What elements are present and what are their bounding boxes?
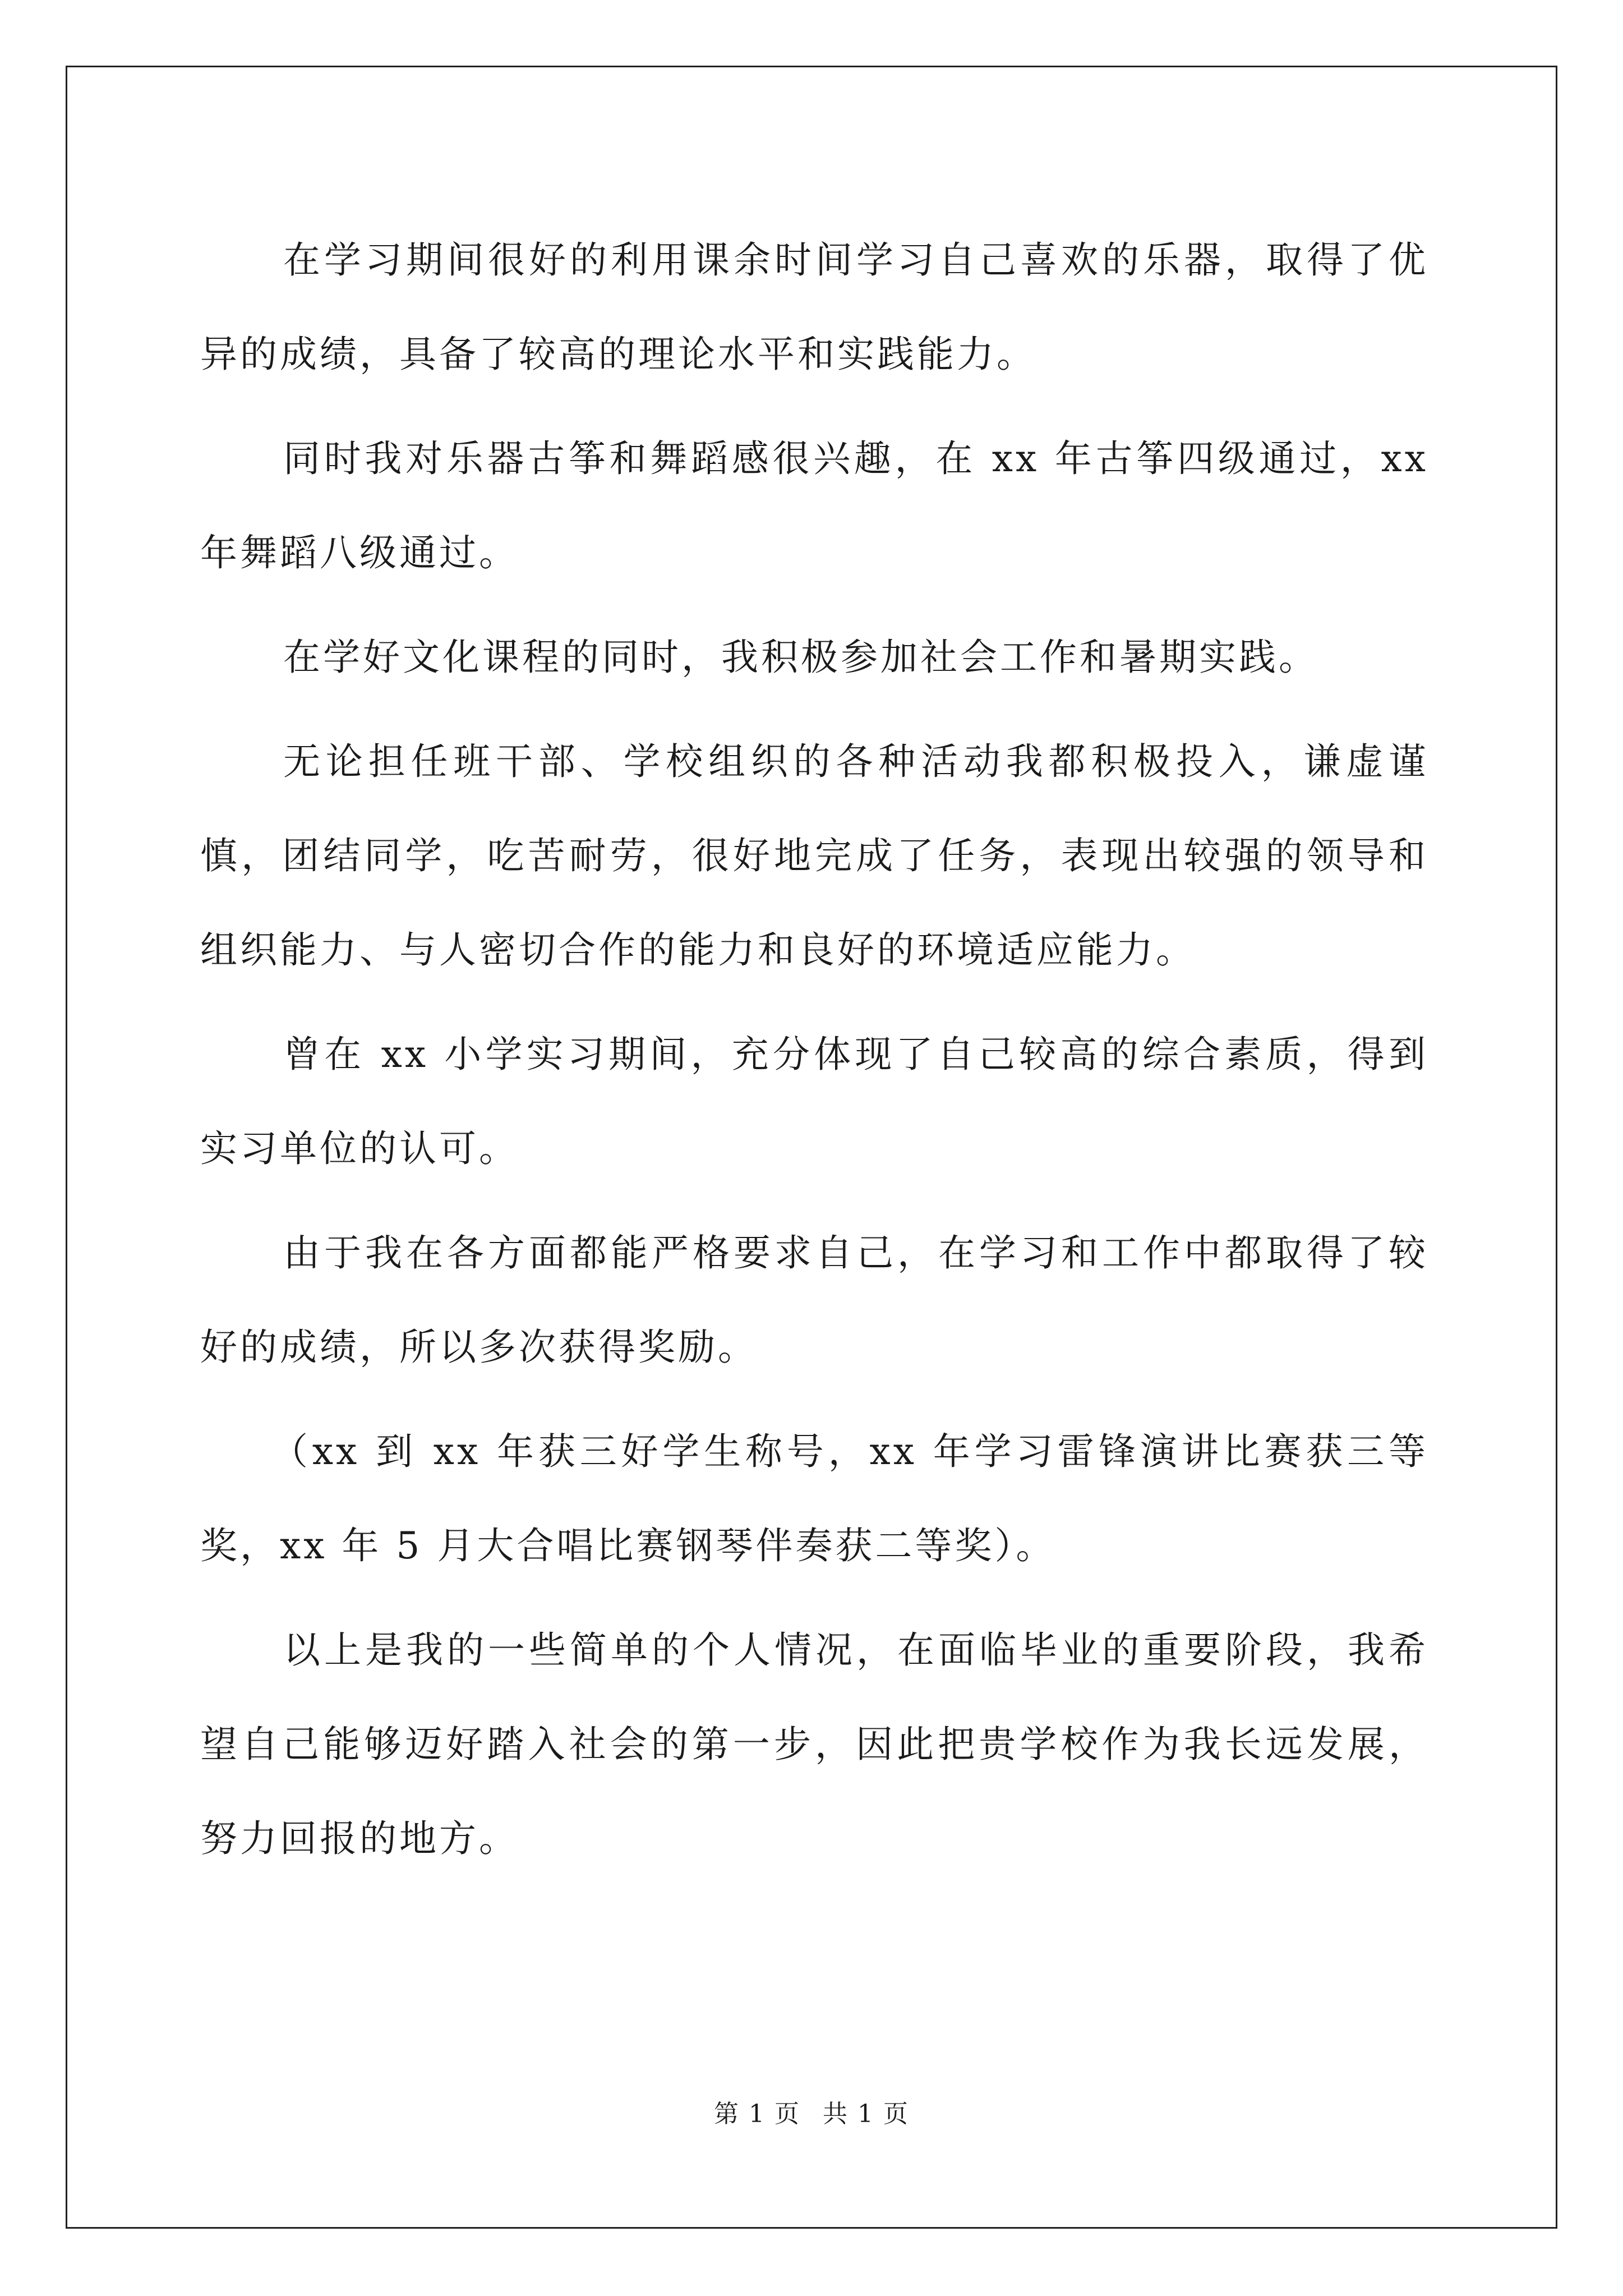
- paragraph: 在学习期间很好的利用课余时间学习自己喜欢的乐器，取得了优异的成绩，具备了较高的理论水平和实践能力。: [200, 238, 1428, 376]
- paragraph: 无论担任班干部、学校组织的各种活动我都积极投入，谦虚谨慎，团结同学，吃苦耐劳，很好地完成了任务，表现出较强的领导和组织能力、与人密切合作的能力和良好的环境适应能力。: [200, 740, 1428, 972]
- paragraph: 同时我对乐器古筝和舞蹈感很兴趣，在 xx 年古筝四级通过，xx 年舞蹈八级通过。: [200, 437, 1428, 574]
- paragraph: 曾在 xx 小学实习期间，充分体现了自己较高的综合素质，得到实习单位的认可。: [200, 1033, 1428, 1170]
- document-body: [200, 213, 1428, 1896]
- paragraph: 以上是我的一些简单的个人情况，在面临毕业的重要阶段，我希望自己能够迈好踏入社会的第一步，因此把贵学校作为我长远发展，努力回报的地方。: [200, 1628, 1428, 1860]
- paragraph: 在学好文化课程的同时，我积极参加社会工作和暑期实践。: [283, 636, 1318, 679]
- page-footer: [0, 2093, 1623, 2129]
- page-total: 共 1 页: [823, 2100, 909, 2128]
- page-number: 第 1 页: [714, 2100, 800, 2128]
- paragraph: 由于我在各方面都能严格要求自己，在学习和工作中都取得了较好的成绩，所以多次获得奖励。: [200, 1231, 1428, 1369]
- paragraph: （xx 到 xx 年获三好学生称号，xx 年学习雷锋演讲比赛获三等奖，xx 年 5 月大合唱比赛钢琴伴奏获二等奖）。: [200, 1430, 1428, 1567]
